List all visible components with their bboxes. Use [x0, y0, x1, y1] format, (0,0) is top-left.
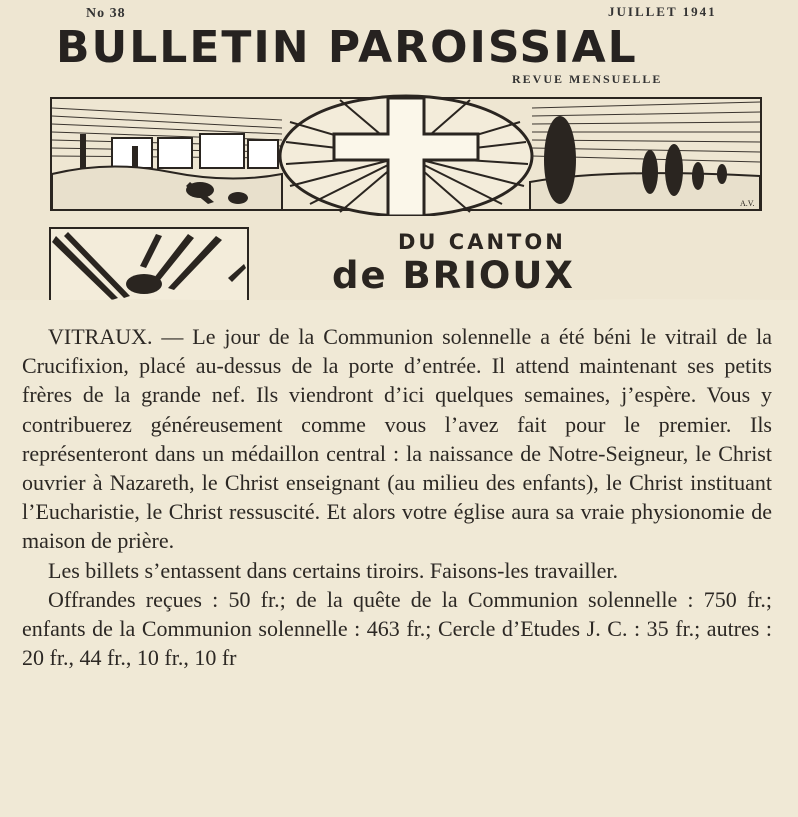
artist-mark: A.V.: [740, 199, 755, 208]
paragraph-offrandes: Offrandes reçues : 50 fr.; de la quête de la Communion solennelle : 750 fr.; enfants de la Communion solennelle : 463 fr.; Cercle d’Etudes J. C. : 35 fr.; autres : 20 fr., 44 fr., 10 fr., 10 fr: [22, 586, 772, 671]
paragraph-billets: Les billets s’entassent dans certains tiroirs. Faisons-les travailler.: [48, 557, 619, 583]
bulletin-title: BULLETIN PAROISSIAL: [56, 22, 638, 73]
issue-date: JUILLET 1941: [608, 4, 717, 19]
place-heading: de BRIOUX: [332, 254, 575, 297]
canton-heading: DU CANTON: [398, 230, 566, 254]
issue-number: No 38: [86, 6, 126, 21]
article-body: [0, 300, 798, 817]
bulletin-subtitle: REVUE MENSUELLE: [512, 72, 663, 86]
article-text: [22, 322, 772, 672]
factories: [80, 134, 278, 168]
masthead: [0, 0, 798, 300]
wheat-illustration: [48, 226, 250, 300]
cross-landscape-illustration: [50, 94, 762, 216]
left-ground: [52, 166, 282, 210]
paragraph-vitraux: VITRAUX. — Le jour de la Communion solennelle a été béni le vitrail de la Crucifixion, placé au-dessus de la porte d’entrée. Il attend maintenant ses petits frères de la grande nef. Ils viendront d’ici quelques semaines, j’espère. Vous y contribuerez généreusement comme vous l’avez fait pour le premier. Ils représenteront dans un médaillon central : la naissance de Notre-Seigneur, le Christ ouvrier à Nazareth, le Christ enseignant (au milieu des enfants), le Christ instituant l’Eucharistie, le Christ ressuscité. Et alors votre église aura sa vraie physionomie de maison de prière.: [22, 324, 772, 554]
